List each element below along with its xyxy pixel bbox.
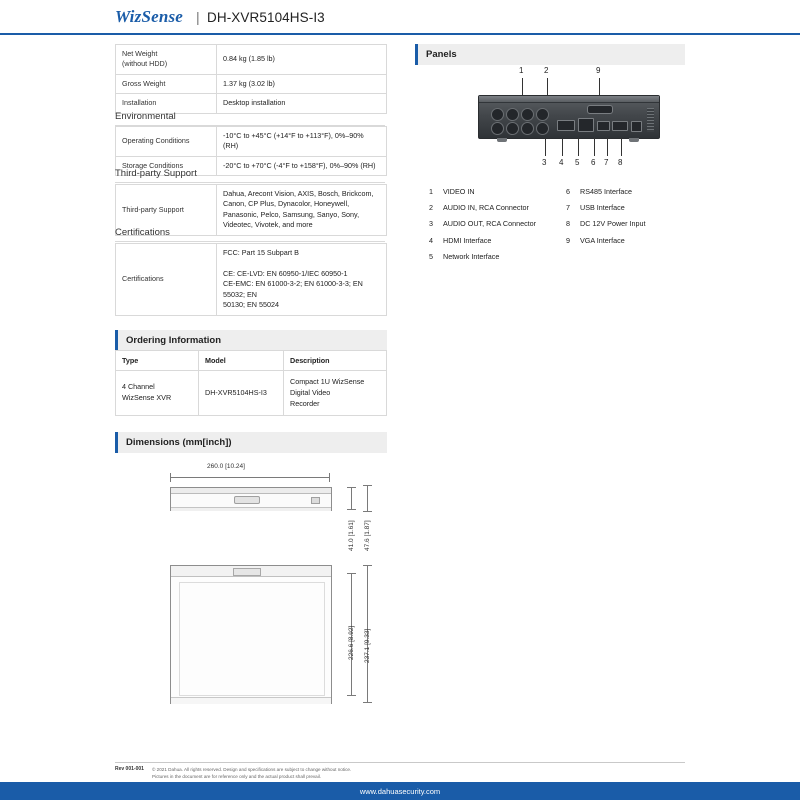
panels-section-header: Panels bbox=[415, 44, 685, 65]
spec-value: Dahua, Arecont Vision, AXIS, Bosch, Brickcom, Canon, CP Plus, Dynacolor, Honeywell, Panasonic, Pelco, Samsung, Sanyo, Sony, Videotec, Vivotek, and more bbox=[217, 185, 387, 236]
bnc-port bbox=[536, 108, 549, 121]
spec-key-line1: Net Weight bbox=[122, 49, 158, 58]
callout-9: 9 bbox=[596, 66, 601, 75]
device-foot bbox=[629, 138, 639, 142]
panel-legend-left bbox=[429, 188, 569, 269]
dim-tick bbox=[363, 485, 372, 486]
callout-leader-3 bbox=[545, 138, 546, 156]
rca-audio-port bbox=[521, 122, 534, 135]
callout-5: 5 bbox=[575, 158, 580, 167]
section-heading-environmental: Environmental bbox=[115, 111, 385, 126]
spec-value: -20°C to +70°C (-4°F to +158°F), 0%–90% (RH) bbox=[217, 156, 387, 175]
spec-key bbox=[116, 45, 217, 75]
brand-logo bbox=[115, 7, 183, 27]
legend-number: 3 bbox=[429, 219, 433, 229]
column-header-model: Model bbox=[199, 351, 284, 371]
dim-tick bbox=[363, 565, 372, 566]
cell-type bbox=[116, 371, 199, 416]
panel-legend-right bbox=[566, 188, 686, 253]
legend-label: RS485 Interface bbox=[580, 187, 632, 196]
bnc-port bbox=[521, 108, 534, 121]
callout-leader-1 bbox=[522, 78, 523, 96]
dim-line-vertical bbox=[351, 487, 352, 509]
list-item bbox=[566, 237, 686, 244]
spec-key: Third-party Support bbox=[116, 185, 217, 236]
callout-leader-2 bbox=[547, 78, 548, 96]
ordering-table bbox=[115, 350, 387, 416]
callout-leader-8 bbox=[621, 138, 622, 156]
list-item bbox=[566, 220, 686, 227]
cert-line-2: CE: CE-LVD: EN 60950-1/IEC 60950-1 bbox=[223, 268, 348, 278]
dimensions-drawing bbox=[115, 455, 685, 745]
device-rear-panel-image bbox=[478, 95, 660, 139]
device-top-edge bbox=[479, 96, 659, 103]
spec-key: Installation bbox=[116, 94, 217, 113]
cert-line-3: CE-EMC: EN 61000-3-2; EN 61000-3-3; EN 55032; EN bbox=[223, 279, 363, 299]
table-row bbox=[116, 74, 387, 93]
cert-line-4: 50130; EN 55024 bbox=[223, 300, 279, 310]
dim-top-depth-1: 226.6 [8.92] bbox=[348, 625, 355, 660]
callout-8: 8 bbox=[618, 158, 623, 167]
spec-value: Desktop installation bbox=[217, 94, 387, 113]
spec-key-line2: (without HDD) bbox=[122, 59, 168, 69]
type-line2: WizSense XVR bbox=[122, 393, 172, 403]
bnc-port bbox=[506, 108, 519, 121]
callout-7: 7 bbox=[604, 158, 609, 167]
dim-line-vertical bbox=[367, 485, 368, 512]
legend-number: 2 bbox=[429, 203, 433, 213]
section-heading-certifications: Certifications bbox=[115, 227, 385, 242]
table-row bbox=[116, 45, 387, 75]
legend-label: AUDIO IN, RCA Connector bbox=[443, 203, 529, 213]
legend-label: VGA Interface bbox=[580, 235, 625, 245]
dim-tick bbox=[347, 487, 356, 488]
table-row bbox=[116, 371, 387, 416]
dim-tick bbox=[347, 509, 356, 510]
bnc-port bbox=[506, 122, 519, 135]
callout-4: 4 bbox=[559, 158, 564, 167]
bnc-port bbox=[491, 108, 504, 121]
dim-front-width-label: 260.0 [10.24] bbox=[207, 463, 245, 470]
legend-label: DC 12V Power Input bbox=[580, 219, 646, 229]
usb-port bbox=[597, 121, 610, 131]
callout-6: 6 bbox=[591, 158, 596, 167]
revision-label: Rev 001-001 bbox=[115, 766, 144, 772]
device-foot bbox=[497, 138, 507, 142]
legend-number: 9 bbox=[566, 235, 570, 245]
table-row bbox=[116, 127, 387, 157]
callout-2: 2 bbox=[544, 66, 549, 75]
vent-grille bbox=[647, 108, 654, 132]
dim-top-depth-2: 237.1 [9.33] bbox=[364, 628, 371, 663]
spec-value: -10°C to +45°C (+14°F to +113°F), 0%–90% (RH) bbox=[217, 127, 387, 157]
column-header-description: Description bbox=[284, 351, 387, 371]
legend-number: 1 bbox=[429, 187, 433, 196]
network-port bbox=[578, 118, 594, 132]
device-top-view bbox=[170, 565, 332, 704]
column-header-type: Type bbox=[116, 351, 199, 371]
list-item bbox=[429, 204, 569, 211]
dim-tick bbox=[363, 511, 372, 512]
legend-number: 5 bbox=[429, 251, 433, 261]
legend-number: 6 bbox=[566, 187, 570, 196]
callout-leader-5 bbox=[578, 138, 579, 156]
spec-key: Gross Weight bbox=[116, 74, 217, 93]
callout-1: 1 bbox=[519, 66, 524, 75]
table-row bbox=[116, 244, 387, 316]
legal-line-1: © 2021 Dahua. All rights reserved. Design and specifications are subject to change without notice. bbox=[152, 767, 352, 772]
front-base-strip bbox=[171, 507, 331, 511]
list-item bbox=[429, 253, 569, 260]
legend-label: AUDIO OUT, RCA Connector bbox=[443, 219, 537, 229]
footer-website-bar bbox=[0, 782, 800, 800]
callout-leader-4 bbox=[562, 138, 563, 156]
spec-value bbox=[217, 244, 387, 316]
legal-text bbox=[152, 766, 351, 781]
header-divider bbox=[0, 33, 800, 35]
desc-line1: Compact 1U WizSense Digital Video bbox=[290, 377, 365, 397]
desc-line2: Recorder bbox=[290, 398, 320, 408]
page-title: DH-XVR5104HS-I3 bbox=[207, 10, 325, 25]
front-led-group bbox=[311, 497, 320, 504]
legal-line-2: Pictures in the document are for reference only and the actual product shall prevail. bbox=[152, 774, 322, 780]
list-item bbox=[429, 220, 569, 227]
legend-number: 8 bbox=[566, 219, 570, 229]
spec-value: 0.84 kg (1.85 lb) bbox=[217, 45, 387, 75]
rs485-terminal bbox=[612, 121, 628, 131]
physical-spec-table bbox=[115, 44, 387, 114]
top-surface-outline bbox=[179, 582, 325, 696]
certifications-table bbox=[115, 243, 387, 316]
callout-3: 3 bbox=[542, 158, 547, 167]
dim-tick bbox=[347, 695, 356, 696]
brand-wiz-text: Wiz bbox=[115, 7, 142, 26]
dim-front-height-2: 47.6 [1.87] bbox=[364, 520, 371, 551]
callout-leader-9 bbox=[599, 78, 600, 96]
dc-power-input bbox=[631, 121, 642, 132]
spec-key: Storage Conditions bbox=[116, 156, 217, 175]
table-header-row bbox=[116, 351, 387, 371]
vga-port bbox=[587, 105, 613, 114]
dim-tick bbox=[363, 702, 372, 703]
section-heading-thirdparty: Third-party Support bbox=[115, 168, 385, 183]
ordering-section-header: Ordering Information bbox=[115, 330, 387, 351]
top-front-strip bbox=[171, 697, 331, 704]
bnc-port bbox=[491, 122, 504, 135]
type-line1: 4 Channel bbox=[122, 382, 155, 392]
cert-line-1: FCC: Part 15 Subpart B bbox=[223, 248, 299, 257]
dim-tick bbox=[170, 473, 171, 482]
callout-leader-7 bbox=[607, 138, 608, 156]
spec-value: 1.37 kg (3.02 lb) bbox=[217, 74, 387, 93]
dim-front-height-1: 41.0 [1.61] bbox=[348, 520, 355, 551]
spec-key: Certifications bbox=[116, 244, 217, 316]
website-link[interactable]: www.dahuasecurity.com bbox=[359, 786, 441, 796]
legend-label: USB Interface bbox=[580, 203, 625, 213]
title-separator: | bbox=[196, 9, 200, 25]
hdmi-port bbox=[557, 120, 575, 131]
cell-description bbox=[284, 371, 387, 416]
legend-number: 4 bbox=[429, 235, 433, 245]
legend-number: 7 bbox=[566, 203, 570, 213]
front-logo-plate bbox=[234, 496, 260, 504]
dim-tick bbox=[329, 473, 330, 482]
brand-sense-text: Sense bbox=[141, 7, 184, 26]
list-item bbox=[429, 237, 569, 244]
footer-divider bbox=[115, 762, 685, 763]
top-rear-detail bbox=[233, 568, 261, 576]
spec-key: Operating Conditions bbox=[116, 127, 217, 157]
callout-leader-6 bbox=[594, 138, 595, 156]
legend-label: VIDEO IN bbox=[443, 187, 475, 196]
cell-model: DH-XVR5104HS-I3 bbox=[199, 371, 284, 416]
front-top-strip bbox=[171, 488, 331, 494]
dim-line-horizontal bbox=[170, 477, 330, 478]
list-item bbox=[566, 188, 686, 195]
legend-label: Network Interface bbox=[443, 251, 500, 261]
device-front-view bbox=[170, 487, 332, 511]
dim-tick bbox=[347, 573, 356, 574]
list-item bbox=[429, 188, 569, 195]
dimensions-section-header: Dimensions (mm[inch]) bbox=[115, 432, 387, 453]
list-item bbox=[566, 204, 686, 211]
page-header bbox=[0, 0, 800, 34]
rca-audio-port bbox=[536, 122, 549, 135]
legend-label: HDMI Interface bbox=[443, 235, 492, 245]
